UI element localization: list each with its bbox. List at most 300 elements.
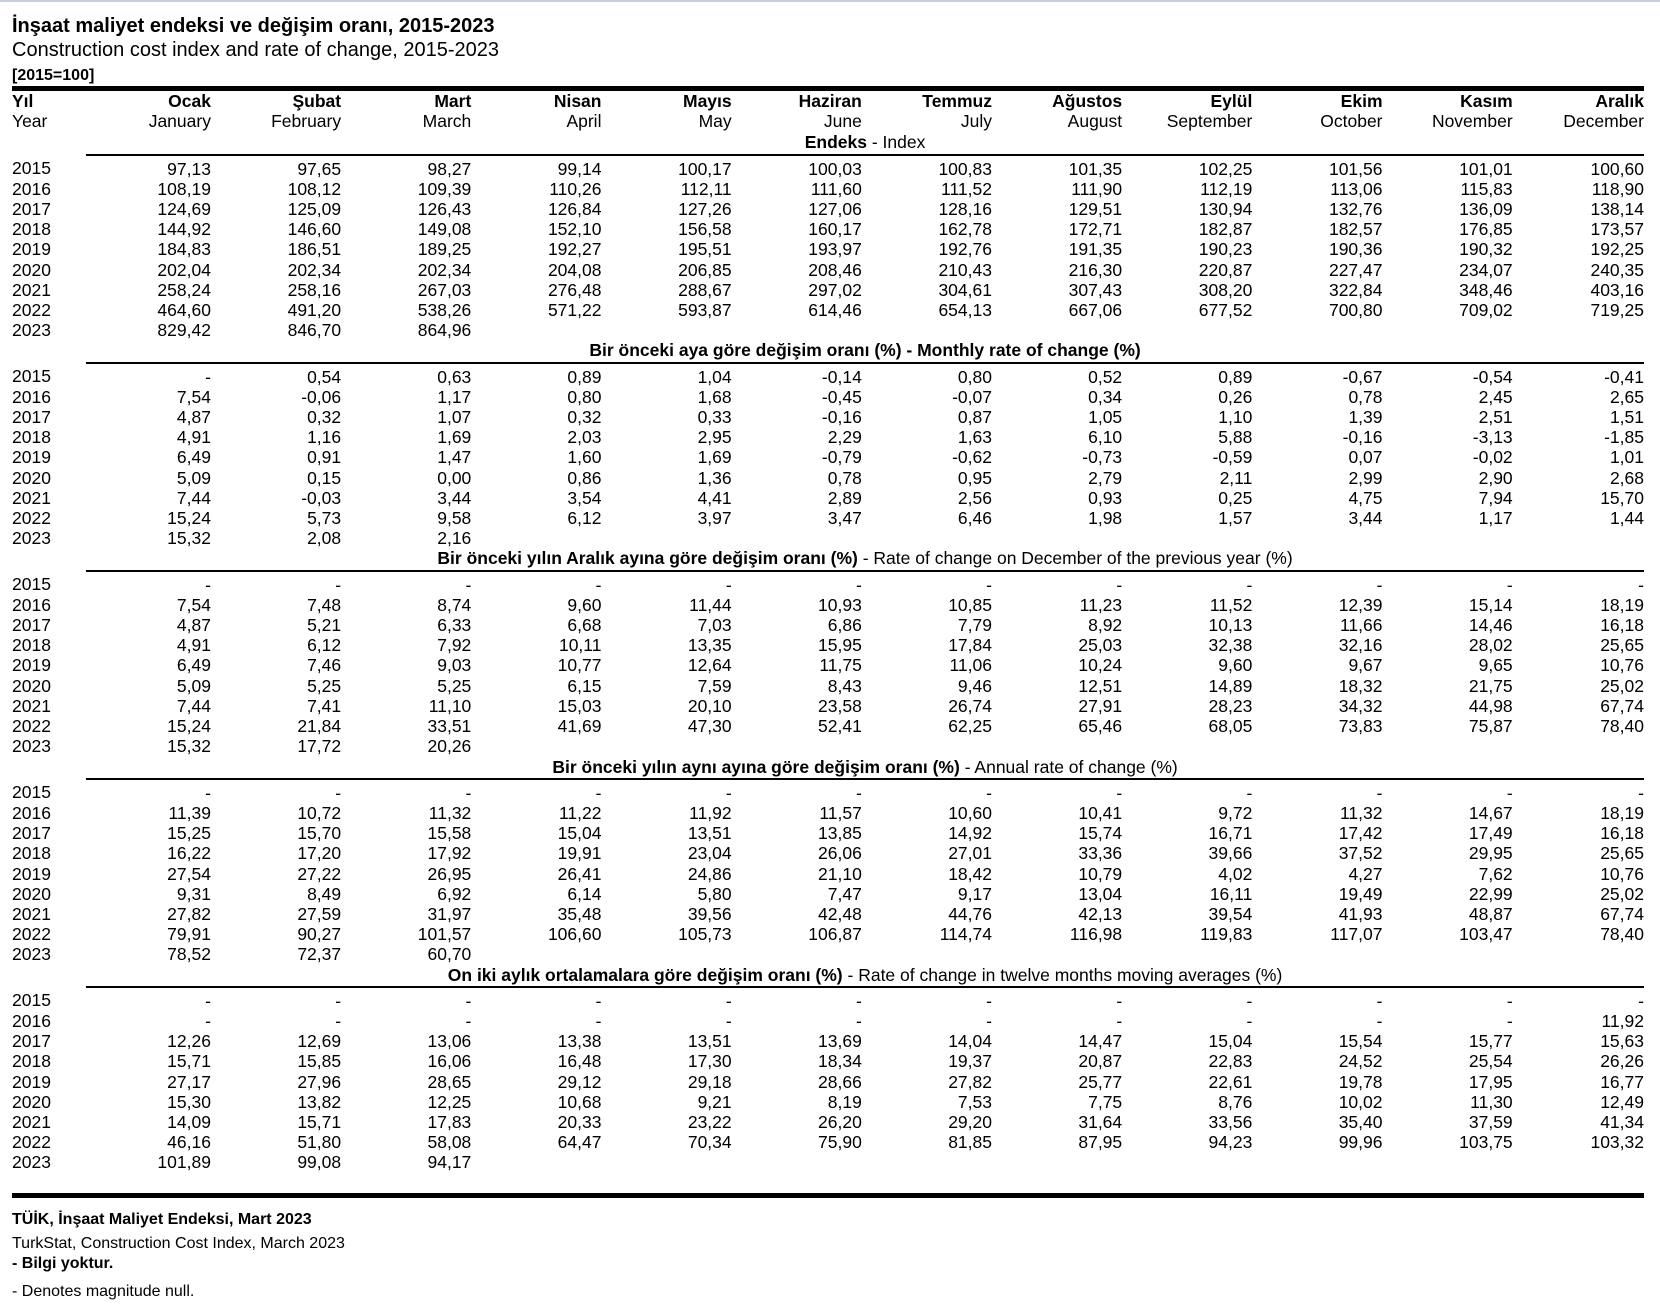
table-cell: 9,67 xyxy=(1348,655,1383,676)
table-cell: 864,96 xyxy=(417,320,472,341)
table-cell xyxy=(1513,320,1644,340)
table-cell: - xyxy=(465,1010,472,1031)
row-year: 2020 xyxy=(12,467,51,488)
table-cell: 491,20 xyxy=(287,300,342,321)
table-cell: 186,51 xyxy=(287,239,342,260)
table-cell: 11,06 xyxy=(949,655,992,676)
table-cell: 111,52 xyxy=(941,178,992,199)
table-cell: 8,76 xyxy=(1218,1091,1253,1112)
table-cell: 47,30 xyxy=(687,716,732,737)
table-cell: 39,66 xyxy=(1208,843,1253,864)
table-row xyxy=(12,488,1644,508)
column-header-turkish: Ekim xyxy=(1340,91,1383,111)
table-row xyxy=(12,676,1644,696)
column-header-month xyxy=(211,89,341,133)
row-year: 2020 xyxy=(12,1091,51,1112)
table-cell: 1,07 xyxy=(437,407,472,428)
table-cell: 208,46 xyxy=(808,259,862,280)
column-header-english: February xyxy=(271,111,342,132)
footer xyxy=(12,1208,1648,1304)
table-cell: 10,11 xyxy=(558,635,602,656)
table-row xyxy=(12,155,1644,179)
table-cell: 62,25 xyxy=(948,716,992,737)
section-title xyxy=(86,132,1644,154)
table-cell: 4,87 xyxy=(176,407,211,428)
table-cell: 15,77 xyxy=(1468,1031,1513,1052)
table-cell: 28,23 xyxy=(1208,695,1253,716)
table-cell: 67,74 xyxy=(1600,695,1644,716)
table-cell: 2,29 xyxy=(827,427,862,448)
table-cell: - xyxy=(855,990,862,1011)
table-cell: - xyxy=(1246,574,1253,595)
column-header-month xyxy=(862,89,992,133)
table-cell: 12,64 xyxy=(687,655,732,676)
table-cell: 8,19 xyxy=(827,1091,862,1112)
table-cell: 117,07 xyxy=(1330,924,1383,945)
table-cell: 39,54 xyxy=(1208,903,1253,924)
table-cell xyxy=(1513,1152,1644,1172)
row-year: 2019 xyxy=(12,655,51,676)
table-cell: 130,94 xyxy=(1198,199,1253,220)
table-cell: 7,59 xyxy=(697,675,732,696)
table-cell: 100,03 xyxy=(808,158,862,179)
table-cell: 13,51 xyxy=(687,823,732,844)
table-cell xyxy=(1252,528,1382,548)
table-cell: 127,06 xyxy=(808,199,862,220)
table-cell: 5,80 xyxy=(697,883,732,904)
table-cell: 58,08 xyxy=(427,1132,472,1153)
table-cell: 23,58 xyxy=(818,695,862,716)
table-cell: 12,69 xyxy=(297,1031,342,1052)
table-cell: 14,46 xyxy=(1468,615,1513,636)
table-cell: 667,06 xyxy=(1068,300,1123,321)
table-cell: 182,57 xyxy=(1328,219,1383,240)
row-year: 2021 xyxy=(12,695,51,716)
row-year: 2021 xyxy=(12,1111,51,1132)
table-cell: 13,69 xyxy=(818,1031,862,1052)
table-cell: - xyxy=(335,574,342,595)
table-cell: 719,25 xyxy=(1590,300,1644,321)
section-title-rest: - Annual rate of change (%) xyxy=(959,756,1178,777)
table-cell: 172,71 xyxy=(1068,219,1123,240)
table-cell: 27,82 xyxy=(167,903,211,924)
row-year: 2019 xyxy=(12,1071,51,1092)
table-cell: - xyxy=(986,574,992,595)
row-year: 2020 xyxy=(12,259,51,280)
section-title-bold: Endeks xyxy=(804,132,867,153)
table-cell: 124,69 xyxy=(157,199,211,220)
row-year: 2023 xyxy=(12,944,51,965)
column-header-turkish: Ağustos xyxy=(1052,91,1123,111)
table-cell: 10,24 xyxy=(1078,655,1123,676)
table-cell: 1,69 xyxy=(437,427,472,448)
table-cell: 2,08 xyxy=(307,528,342,549)
table-cell: 829,42 xyxy=(157,320,211,341)
table-cell: 35,40 xyxy=(1338,1111,1383,1132)
row-year: 2020 xyxy=(12,883,51,904)
section-title xyxy=(86,340,1644,362)
table-cell: - xyxy=(205,782,211,803)
table-cell: 37,59 xyxy=(1468,1111,1513,1132)
table-row xyxy=(12,803,1644,823)
table-cell: 10,13 xyxy=(1208,615,1253,636)
table-cell: 5,09 xyxy=(176,467,211,488)
table-cell: 403,16 xyxy=(1590,279,1644,300)
table-cell: 571,22 xyxy=(547,300,602,321)
table-cell: - xyxy=(986,782,992,803)
table-cell: 15,30 xyxy=(167,1091,211,1112)
column-header-english: December xyxy=(1563,111,1644,132)
table-cell: 25,65 xyxy=(1600,843,1644,864)
table-cell: 44,76 xyxy=(948,903,992,924)
table-cell: 11,10 xyxy=(428,695,472,716)
table-cell: 17,95 xyxy=(1468,1071,1513,1092)
row-year: 2022 xyxy=(12,508,51,529)
table-cell: 0,80 xyxy=(957,366,992,387)
section-title xyxy=(86,548,1644,570)
column-header-month xyxy=(341,89,471,133)
column-header-row xyxy=(12,89,1644,133)
table-cell: 6,86 xyxy=(827,615,862,636)
section-title-bold: On iki aylık ortalamalara göre değişim oranı (%) xyxy=(447,964,843,985)
table-cell: 52,41 xyxy=(818,716,862,737)
table-cell: 308,20 xyxy=(1198,279,1253,300)
table-cell: 5,21 xyxy=(307,615,342,636)
table-row xyxy=(12,199,1644,219)
table-cell: 103,32 xyxy=(1590,1132,1644,1153)
row-year: 2017 xyxy=(12,199,51,220)
table-cell: -0,62 xyxy=(952,447,992,468)
table-cell: 202,34 xyxy=(287,259,342,280)
table-cell: 7,44 xyxy=(176,695,211,716)
table-cell: 3,44 xyxy=(437,487,472,508)
column-header-turkish: Mart xyxy=(434,91,472,111)
table-cell: 8,43 xyxy=(827,675,862,696)
section-title xyxy=(86,757,1644,779)
table-cell: 15,74 xyxy=(1078,823,1123,844)
row-year: 2022 xyxy=(12,1132,51,1153)
table-cell: - xyxy=(855,1010,862,1031)
table-cell: 112,19 xyxy=(1200,178,1253,199)
table-row xyxy=(12,1031,1644,1051)
row-year: 2018 xyxy=(12,219,51,240)
table-cell: 5,88 xyxy=(1218,427,1253,448)
document-page xyxy=(12,14,1648,1304)
table-cell: 17,30 xyxy=(687,1051,732,1072)
table-row xyxy=(12,635,1644,655)
table-cell: - xyxy=(465,782,472,803)
table-cell: - xyxy=(595,1010,602,1031)
table-cell: - xyxy=(855,782,862,803)
table-cell: - xyxy=(986,1010,992,1031)
row-year: 2015 xyxy=(12,366,51,387)
section-header-row xyxy=(12,548,1644,570)
table-cell: 6,33 xyxy=(437,615,472,636)
table-cell: 20,33 xyxy=(557,1111,602,1132)
table-cell: 1,47 xyxy=(437,447,472,468)
table-cell: 39,56 xyxy=(687,903,732,924)
section-header-spacer xyxy=(12,548,86,570)
top-border xyxy=(0,0,1660,2)
table-cell: 0,32 xyxy=(307,407,342,428)
table-cell: 10,72 xyxy=(297,802,342,823)
table-cell: 10,68 xyxy=(557,1091,602,1112)
table-cell: 144,92 xyxy=(157,219,211,240)
table-cell xyxy=(1513,944,1644,964)
column-header-english: Year xyxy=(12,111,48,132)
table-cell: 0,95 xyxy=(957,467,992,488)
column-header-month xyxy=(1122,89,1252,133)
table-cell xyxy=(471,944,601,964)
table-cell xyxy=(1383,320,1513,340)
table-cell: 10,85 xyxy=(948,594,992,615)
table-cell: 27,96 xyxy=(297,1071,342,1092)
table-cell: 307,43 xyxy=(1068,279,1123,300)
table-cell: 26,95 xyxy=(427,863,472,884)
table-cell: 116,98 xyxy=(1069,924,1123,945)
table-cell: 1,44 xyxy=(1609,508,1644,529)
table-cell xyxy=(1252,320,1382,340)
row-year: 2016 xyxy=(12,386,51,407)
table-cell: 4,41 xyxy=(697,487,732,508)
table-cell: 51,80 xyxy=(297,1132,342,1153)
table-cell: 7,75 xyxy=(1088,1091,1123,1112)
table-cell: 0,89 xyxy=(1218,366,1253,387)
table-cell: 0,15 xyxy=(307,467,342,488)
table-cell: 4,87 xyxy=(176,615,211,636)
table-cell: 0,78 xyxy=(827,467,862,488)
table-cell: - xyxy=(335,990,342,1011)
table-cell: - xyxy=(1246,990,1253,1011)
table-cell: 14,67 xyxy=(1468,802,1513,823)
table-cell: 33,56 xyxy=(1208,1111,1253,1132)
table-row xyxy=(12,696,1644,716)
row-year: 2017 xyxy=(12,407,51,428)
table-cell: 700,80 xyxy=(1328,300,1383,321)
table-cell xyxy=(862,1152,992,1172)
row-year: 2015 xyxy=(12,158,51,179)
section-title-bold: Bir önceki yılın aynı ayına göre değişim oranı (%) xyxy=(552,756,960,777)
table-cell: 25,02 xyxy=(1600,883,1644,904)
section-title-rest: - Index xyxy=(866,132,926,153)
table-cell: 1,51 xyxy=(1609,407,1644,428)
table-cell: 101,89 xyxy=(157,1152,211,1173)
table-cell: 13,38 xyxy=(557,1031,602,1052)
table-cell xyxy=(1122,736,1252,756)
table-body xyxy=(12,132,1644,1172)
table-cell: 2,03 xyxy=(567,427,602,448)
table-cell: 11,92 xyxy=(689,802,732,823)
table-cell: - xyxy=(465,990,472,1011)
table-cell: 15,70 xyxy=(1600,487,1644,508)
column-header-english: August xyxy=(1067,111,1123,132)
column-header-turkish: Haziran xyxy=(798,91,862,111)
table-cell: 15,32 xyxy=(167,528,211,549)
table-cell: 18,32 xyxy=(1338,675,1383,696)
row-year: 2018 xyxy=(12,1051,51,1072)
table-cell: 11,44 xyxy=(689,594,732,615)
table-row xyxy=(12,508,1644,528)
table-cell: 0,26 xyxy=(1218,386,1253,407)
table-cell: 19,91 xyxy=(557,843,602,864)
table-cell: 0,33 xyxy=(697,407,732,428)
table-cell: 677,52 xyxy=(1198,300,1253,321)
table-cell: 12,25 xyxy=(427,1091,472,1112)
table-cell: - xyxy=(1376,1010,1383,1031)
row-year: 2018 xyxy=(12,427,51,448)
table-cell: 25,65 xyxy=(1600,635,1644,656)
column-header-month xyxy=(601,89,731,133)
table-row xyxy=(12,736,1644,756)
table-cell: 9,31 xyxy=(176,883,211,904)
table-cell: 15,54 xyxy=(1338,1031,1383,1052)
row-year: 2022 xyxy=(12,716,51,737)
construction-cost-table xyxy=(12,86,1644,1173)
table-row xyxy=(12,1092,1644,1112)
table-cell: 31,97 xyxy=(427,903,472,924)
table-cell: 20,26 xyxy=(427,736,472,757)
table-cell: 26,26 xyxy=(1600,1051,1644,1072)
table-cell: 12,39 xyxy=(1338,594,1383,615)
table-cell: 6,10 xyxy=(1088,427,1123,448)
table-cell: 17,20 xyxy=(297,843,342,864)
table-cell: -0,41 xyxy=(1604,366,1644,387)
row-year: 2019 xyxy=(12,239,51,260)
table-cell: 115,83 xyxy=(1460,178,1513,199)
table-cell: 9,72 xyxy=(1218,802,1253,823)
table-cell xyxy=(992,320,1122,340)
table-cell: - xyxy=(335,782,342,803)
table-cell: 0,80 xyxy=(567,386,602,407)
column-header-turkish: Mayıs xyxy=(683,91,732,111)
table-cell: 13,04 xyxy=(1078,883,1123,904)
table-cell: 60,70 xyxy=(427,944,472,965)
table-cell: 190,32 xyxy=(1459,239,1513,260)
table-cell xyxy=(601,320,731,340)
table-cell xyxy=(1383,528,1513,548)
table-cell: - xyxy=(1376,782,1383,803)
table-cell xyxy=(471,320,601,340)
column-header-english: March xyxy=(422,111,472,132)
table-cell: 100,60 xyxy=(1590,158,1644,179)
table-cell: 4,27 xyxy=(1348,863,1383,884)
table-row xyxy=(12,239,1644,259)
table-row xyxy=(12,387,1644,407)
table-cell: 8,92 xyxy=(1088,615,1123,636)
table-cell: - xyxy=(1116,782,1123,803)
table-cell: 304,61 xyxy=(938,279,992,300)
table-cell: 193,97 xyxy=(808,239,862,260)
table-cell: 173,57 xyxy=(1590,219,1644,240)
row-year: 2017 xyxy=(12,823,51,844)
table-cell: 68,05 xyxy=(1208,716,1253,737)
table-cell: 15,71 xyxy=(167,1051,211,1072)
table-cell: 1,10 xyxy=(1218,407,1253,428)
table-cell: 2,11 xyxy=(1219,467,1253,488)
table-cell: 32,16 xyxy=(1338,635,1383,656)
table-cell: 146,60 xyxy=(287,219,342,240)
table-cell: 78,52 xyxy=(167,944,211,965)
table-cell: 0,00 xyxy=(437,467,472,488)
table-cell: 322,84 xyxy=(1328,279,1383,300)
table-cell xyxy=(1513,736,1644,756)
table-cell: 23,04 xyxy=(687,843,732,864)
column-header-english: May xyxy=(698,111,732,132)
table-cell: 149,08 xyxy=(417,219,472,240)
table-cell: 204,08 xyxy=(547,259,602,280)
table-cell: 0,93 xyxy=(1088,487,1123,508)
table-cell: - xyxy=(1638,574,1644,595)
table-cell: 33,51 xyxy=(427,716,472,737)
table-cell xyxy=(1513,528,1644,548)
table-cell: 11,57 xyxy=(819,802,862,823)
table-cell: 13,85 xyxy=(818,823,862,844)
table-cell: 29,12 xyxy=(557,1071,602,1092)
table-cell: 0,87 xyxy=(957,407,992,428)
row-year: 2015 xyxy=(12,574,51,595)
table-cell: 94,17 xyxy=(427,1152,472,1173)
table-row xyxy=(12,528,1644,548)
table-cell: 15,03 xyxy=(557,695,602,716)
table-cell: 22,61 xyxy=(1208,1071,1253,1092)
table-cell: 258,16 xyxy=(287,279,342,300)
table-cell: 16,18 xyxy=(1600,823,1644,844)
table-cell: 2,99 xyxy=(1348,467,1383,488)
table-cell: - xyxy=(1506,1010,1513,1031)
table-cell: - xyxy=(205,990,211,1011)
table-cell: 33,36 xyxy=(1078,843,1123,864)
table-cell: 184,83 xyxy=(157,239,211,260)
table-cell: 109,39 xyxy=(417,178,472,199)
table-cell: 18,19 xyxy=(1600,594,1644,615)
table-cell: 19,37 xyxy=(948,1051,992,1072)
table-cell: 190,23 xyxy=(1198,239,1253,260)
section-title-bold: Bir önceki yılın Aralık ayına göre değişim oranı (%) xyxy=(437,548,858,569)
table-cell: -0,67 xyxy=(1342,366,1383,387)
table-cell: - xyxy=(1506,990,1513,1011)
column-header-month xyxy=(1252,89,1382,133)
table-cell: 37,52 xyxy=(1338,843,1383,864)
table-cell: 17,83 xyxy=(427,1111,472,1132)
table-cell: 26,41 xyxy=(557,863,602,884)
table-cell: - xyxy=(1246,782,1253,803)
table-cell: -0,07 xyxy=(952,386,992,407)
table-cell: 14,09 xyxy=(167,1111,211,1132)
table-cell: 0,78 xyxy=(1348,386,1383,407)
table-cell: 25,54 xyxy=(1468,1051,1513,1072)
table-cell: 11,52 xyxy=(1209,594,1253,615)
table-cell: 7,92 xyxy=(437,635,472,656)
table-cell: 17,42 xyxy=(1338,823,1383,844)
table-row xyxy=(12,884,1644,904)
table-cell: 41,69 xyxy=(557,716,602,737)
table-cell: - xyxy=(1116,1010,1123,1031)
table-cell: 126,84 xyxy=(547,199,602,220)
table-cell: 15,25 xyxy=(167,823,211,844)
table-cell: 1,68 xyxy=(697,386,732,407)
table-cell: 10,79 xyxy=(1078,863,1123,884)
table-cell xyxy=(471,736,601,756)
table-cell: 13,06 xyxy=(427,1031,472,1052)
table-row xyxy=(12,944,1644,964)
table-cell: 99,08 xyxy=(297,1152,342,1173)
table-cell: 21,84 xyxy=(297,716,342,737)
table-cell: 25,03 xyxy=(1078,635,1123,656)
column-header-english: July xyxy=(960,111,992,132)
column-header-turkish: Nisan xyxy=(553,91,602,111)
table-cell: 297,02 xyxy=(808,279,862,300)
table-cell: 162,78 xyxy=(938,219,992,240)
